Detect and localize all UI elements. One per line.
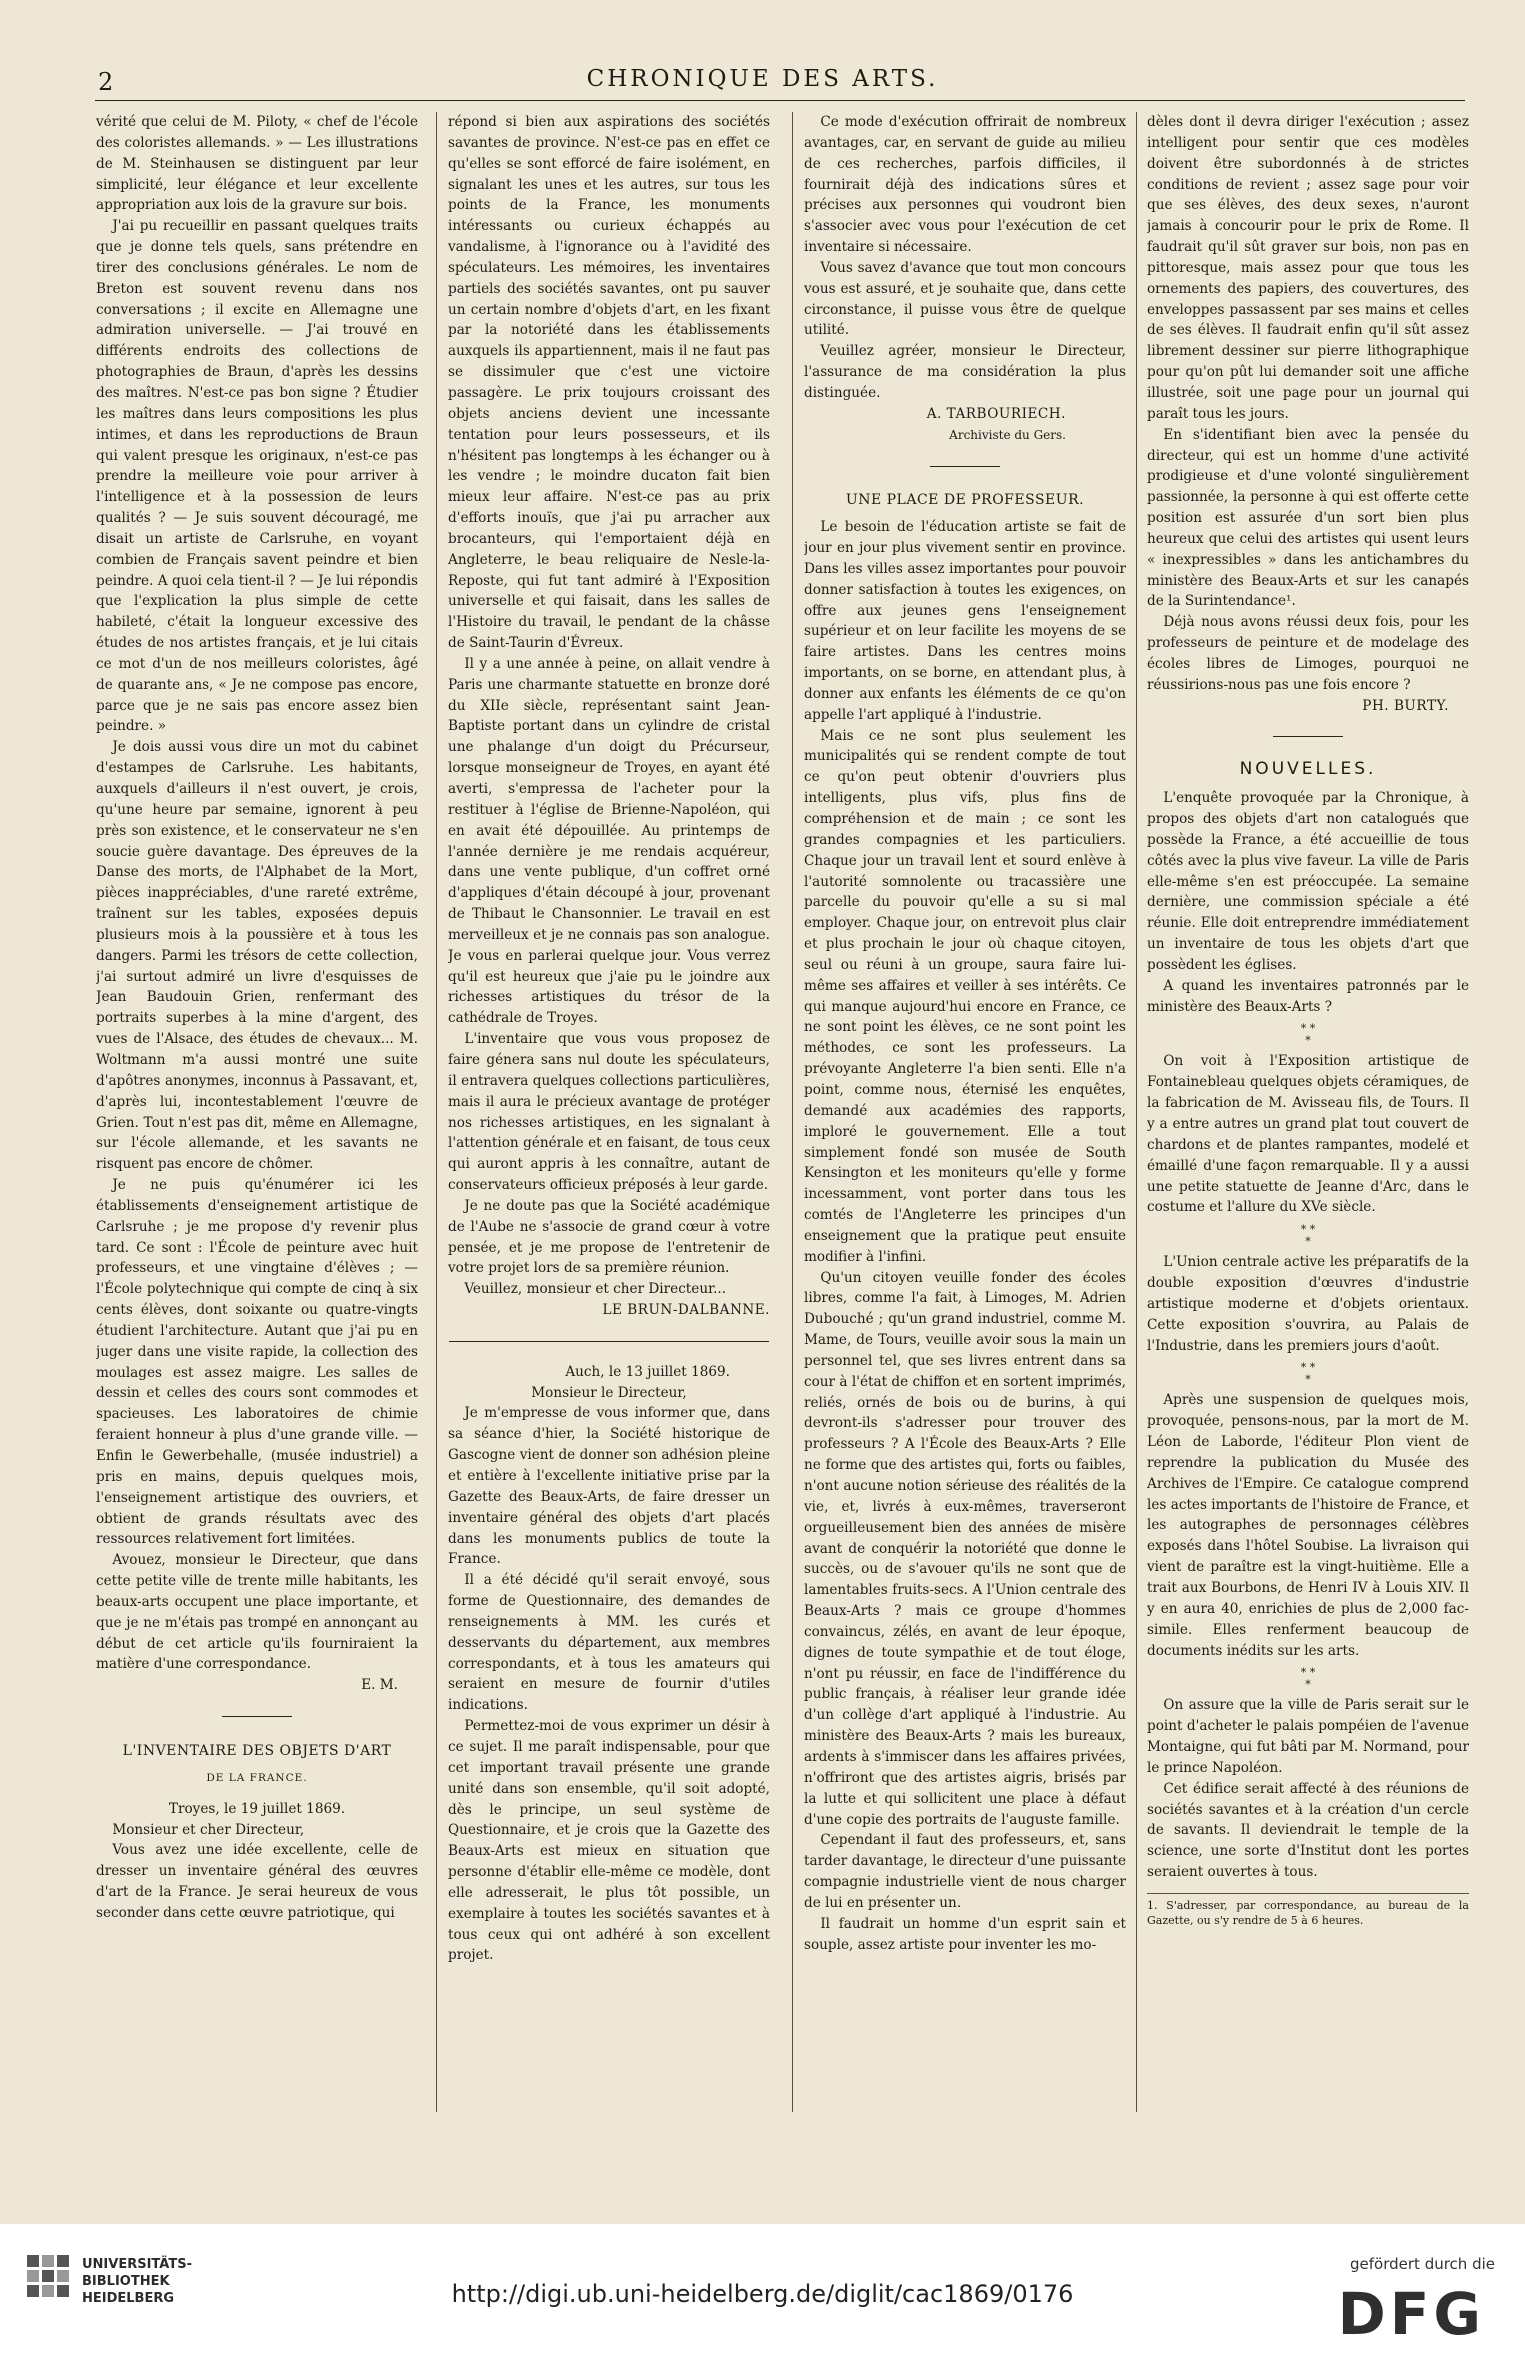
- asterism: * * *: [1300, 1223, 1316, 1249]
- paragraph: Ce mode d'exécution offrirait de nombreux avantages, car, en servant de guide au milieu de ces recherches, parfois difficiles, il fournirait déjà des indications sûres et précises aux personnes qui voudront bien s'associer avec vous pour l'exécution de cet inventaire si nécessaire.: [804, 114, 1126, 256]
- paragraph: Vous savez d'avance que tout mon concours vous est assuré, et je souhaite que, dans cette circonstance, il puisse vous être de quelque utilité.: [804, 259, 1126, 339]
- news-item: L'enquête provoquée par la Chronique, à propos des objets d'art non catalogués que possède la France, a été accueillie de tous côtés avec la plus vive faveur. La ville de Paris elle-même s'en est préoccupée. La semaine dernière, une commission spéciale a été réunie. Elle doit entreprendre immédiatement un inventaire de tous les objets d'art que possèdent les églises.: [1147, 790, 1469, 973]
- column-1: [96, 112, 418, 2112]
- asterism: * * *: [1300, 1022, 1316, 1048]
- paragraph: Je ne doute pas que la Société académique de l'Aube ne s'associe de grand cœur à votre pensée, et je me propose de l'entretenir de votre projet lors de sa première réunion.: [448, 1197, 770, 1277]
- article-title: UNE PLACE DE PROFESSEUR.: [845, 492, 1085, 509]
- article-subtitle: DE LA FRANCE.: [206, 1771, 308, 1784]
- column-divider: [436, 112, 437, 2112]
- news-item: Après une suspension de quelques mois, provoquée, pensons-nous, par la mort de M. Léon de Laborde, l'éditeur Plon vient de reprendre la publication du Musée des Archives de l'Empire. Ce catalogue comprend les actes importants de l'histoire de France, et les autographes de personnages célèbres exposés dans l'hôtel Soubise. La livraison qui vient de paraître est la vingt-huitième. Elle a trait aux Bourbons, de Henri IV à Louis XIV. Il y en aura 40, enrichies de plus de 2,000 fac-simile. Elles renferment beaucoup de documents inédits sur les arts.: [1147, 1392, 1469, 1659]
- paragraph: Déjà nous avons réussi deux fois, pour les professeurs de peinture et de modelage des écoles libres de Limoges, pourquoi ne réussirions-nous pas une fois encore ?: [1147, 614, 1469, 693]
- permalink-url[interactable]: http://digi.ub.uni-heidelberg.de/diglit/cac1869/0176: [451, 2280, 1074, 2308]
- column-4: [1147, 112, 1469, 2112]
- paragraph: Je m'empresse de vous informer que, dans sa séance d'hier, la Société historique de Gascogne vient de donner son adhésion pleine et entière à l'excellente initiative prise par la Gazette des Beaux-Arts, de faire dresser un inventaire général des objets d'art placés dans les monuments publics de toute la France.: [448, 1405, 770, 1568]
- paragraph: Il y a une année à peine, on allait vendre à Paris une charmante statuette en bronze doré du XIIe siècle, représentant saint Jean-Baptiste portant dans un cylindre de cristal une phalange d'un doigt du Précurseur, lorsque monseigneur de Troyes, en ayant été averti, s'empressa de l'acheter pour la restituer à l'église de Brienne-Napoléon, qui en avait été dépouillée. Au printemps de l'année dernière je me rendais acquéreur, dans une vente publique, d'un coffret orné d'appliques d'étain découpé à jour, provenant de Thibaut le Chansonnier. Le travail en est merveilleux et je ne connais pas son analogue. Je vous en parlerai quelque jour. Vous verrez qu'il est heureux que j'aie pu le joindre aux richesses artistiques du trésor de la cathédrale de Troyes.: [448, 655, 770, 1027]
- column-divider: [792, 112, 793, 2112]
- salutation: Monsieur et cher Directeur,: [112, 1821, 305, 1838]
- library-name: UNIVERSITÄTS- BIBLIOTHEK HEIDELBERG: [82, 2257, 192, 2306]
- page-number: 2: [98, 68, 114, 96]
- news-item: On assure que la ville de Paris serait sur le point d'acheter le palais pompéien de l'avenue Montaigne, qui fut bâti par M. Normand, pour le prince Napoléon.: [1147, 1697, 1469, 1776]
- column-divider: [1136, 112, 1137, 2112]
- news-item: L'Union centrale active les préparatifs de la double exposition d'œuvres d'industrie artistique moderne et d'objets orientaux. Cette exposition s'ouvrira, au Palais de l'Industrie, dans les premiers jours d'août.: [1147, 1254, 1469, 1354]
- news-item: Cet édifice serait affecté à des réunions de sociétés savantes et à la création d'un cercle de savants. Il deviendrait le temple de la science, une sorte d'Institut dont les portes seraient ouvertes à tous.: [1147, 1780, 1469, 1881]
- funding-label: gefördert durch die: [1350, 2255, 1495, 2273]
- paragraph: dèles dont il devra diriger l'exécution ; assez intelligent pour sentir que ces modèles doivent être subordonnés à de strictes conditions de revient ; assez sage pour voir que ses élèves, des deux sexes, n'auront jamais à concourir pour le prix de Rome. Il faudrait qu'il sût graver sur bois, non pas en pittoresque, mais assez pour que tous les ornements des papiers, des couvertures, des enveloppes passassent par ses mains et celles de ses élèves. Il faudrait enfin qu'il sût assez librement dessiner sur pierre lithographique pour qu'on pût lui demander soit une affiche illustrée, soit une page pour un journal qui paraît tous les jours.: [1147, 114, 1469, 422]
- ornament-rule: [1147, 726, 1469, 747]
- paragraph: Cependant il faut des professeurs, et, sans tarder davantage, le directeur d'une puissante compagnie industrielle vient de nous charger de lui en présenter un.: [804, 1832, 1126, 1911]
- footnote: 1. S'adresser, par correspondance, au bureau de la Gazette, ou s'y rendre de 5 à 6 heures.: [1147, 1893, 1469, 1928]
- paragraph: Il a été décidé qu'il serait envoyé, sous forme de Questionnaire, des demandes de renseignements à MM. les curés et desservants du département, aux membres correspondants, et à tous les amateurs qui seraient en mesure de fournir d'utiles indications.: [448, 1572, 770, 1714]
- header-rule: [95, 100, 1465, 101]
- signature-role: Archiviste du Gers.: [949, 427, 1066, 442]
- paragraph: Je ne puis qu'énumérer ici les établissements d'enseignement artistique de Carlsruhe ; je me propose d'y revenir plus tard. Ce sont : l'École de peinture avec huit professeurs, et une vingtaine d'élèves ; — l'École polytechnique qui compte de cinq à six cents élèves, dont soixante ou quatre-vingts étudient l'architecture. Autant que j'ai pu en juger dans une visite rapide, la collection des moulages est assez maigre. Les salles de dessin et celles des cours sont commodes et spacieuses. Les laboratoires de chimie feraient honneur à plus d'une grande ville. — Enfin le Gewerbehalle, (musée industriel) a pris en mains, depuis quelques mois, l'enseignement artistique des ouvriers, et obtient de grands résultats avec des ressources relativement fort limitées.: [96, 1177, 418, 1548]
- paragraph: J'ai pu recueillir en passant quelques traits que je donne tels quels, sans prétendre en tirer des conclusions générales. Le nom de Breton est souvent revenu dans nos conversations ; il excite en Allemagne une admiration universelle. — J'ai trouvé en différents endroits des collections de photographies de Braun, d'après les dessins des maîtres. N'est-ce pas bon signe ? Étudier les maîtres dans leurs compositions les plus intimes, et dans les reproductions de Braun qui valent presque les originaux, n'est-ce pas prendre la meilleure voie pour arriver à l'intelligence et à la possession de leurs qualités ? — Je suis souvent découragé, me disait un artiste de Carlsruhe, en voyant combien de Français savent peindre et bien peindre. A quoi cela tient-il ? — Je lui répondis que l'explication la plus simple de cette habileté, c'était la longueur excessive des études de nos artistes français, et je lui citais ce mot d'un de nos meilleurs coloristes, âgé de quarante ans, « Je ne compose pas encore, parce que je ne sais pas encore assez bien peindre. »: [96, 218, 418, 735]
- paragraph: Mais ce ne sont plus seulement les municipalités qui se rendent compte de tout ce qu'on peut obtenir d'ouvriers plus intelligents, plus vifs, plus fins de compréhension et de main ; ce sont les grandes compagnies et les particuliers. Chaque jour un travail lent et sourd enlève à l'autorité somnolente ou tracassière une parcelle du pouvoir qu'elle a su si mal employer. Chaque jour, on entrevoit plus clair et plus prochain le jour où chaque citoyen, seul ou réuni à un groupe, saura faire lui-même ses affaires et veiller à ses intérêts. Ce qui manque aujourd'hui encore en France, ce ne sont point les élèves, ce ne sont point les méthodes, ce sont les professeurs. La prévoyante Angleterre l'a bien senti. Elle n'a point, comme nous, éternisé les enquêtes, demandé aux académies des rapports, imploré le gouvernement. Elle a tout simplement fondé son musée de South Kensington et les moniteurs qu'elle y forme incessamment, vont porter dans tous les comtés de l'Angleterre les principes d'un enseignement que la pratique peut ensuite modifier à l'infini.: [804, 727, 1126, 1265]
- signature: E. M.: [361, 1677, 398, 1694]
- asterism: * * *: [1300, 1666, 1316, 1692]
- article-title: L'INVENTAIRE DES OBJETS D'ART: [122, 1742, 392, 1759]
- separator-rule: [448, 1331, 770, 1352]
- paragraph: Vous avez une idée excellente, celle de dresser un inventaire général des œuvres d'art de la France. Je serai heureux de vous seconder dans cette œuvre patriotique, qui: [96, 1842, 418, 1921]
- dateline: Troyes, le 19 juillet 1869.: [168, 1800, 346, 1817]
- dfg-logo: DFG: [1337, 2280, 1485, 2348]
- paragraph: Il faudrait un homme d'un esprit sain et souple, assez artiste pour inventer les mo-: [804, 1915, 1126, 1953]
- signature: PH. BURTY.: [1362, 697, 1449, 714]
- paragraph: Qu'un citoyen veuille fonder des écoles libres, comme l'a fait, à Limoges, M. Adrien Dubouché ; qu'un grand industriel, comme M. Mame, de Tours, veuille avoir sous la main un personnel tel, que ses livres entrent dans sa cour à l'état de chiffon et en sortent imprimés, reliés, ornés de bois ou de burins, à qui devront-ils s'adresser pour trouver des professeurs ? A l'École des Beaux-Arts ? Elle ne forme que des artistes qui, forts ou faibles, n'ont aucune notion sérieuse des réalités de la vie, et, livrés à eux-mêmes, traverseront orgueilleusement bien des années de misère avant de conquérir la notoriété que donne le succès, ou de s'avouer qu'ils ne sont que de lamentables fruits-secs. A l'Union centrale des Beaux-Arts ? mais ce groupe d'hommes convaincus, zélés, en avant de leur époque, dignes de toute sympathie et de tout éloge, n'ont pu réussir, en face de l'indifférence du public français, à réaliser leur grande idée d'un collège d'art appliqué à l'industrie. Au ministère des Beaux-Arts ? mais les bureaux, ardents à s'immiscer dans les affaires privées, n'offriront que des artistes aigris, brisés par la lutte et qui sollicitent une place à défaut d'une copie des portraits de l'auguste famille.: [804, 1269, 1126, 1828]
- salutation: Monsieur le Directeur,: [531, 1384, 687, 1401]
- paragraph: vérité que celui de M. Piloty, « chef de l'école des coloristes allemands. » — Les illustrations de M. Steinhausen se distinguent par leur simplicité, leur élégance et leur excellente appropriation aux lois de la gravure sur bois.: [96, 114, 418, 214]
- column-3: [804, 112, 1126, 2112]
- running-title: CHRONIQUE DES ARTS.: [586, 66, 939, 92]
- news-item: On voit à l'Exposition artistique de Fontainebleau quelques objets céramiques, de la fabrication de M. Avisseau fils, de Tours. Il y a entre autres un grand plat tout couvert de chardons et de plantes rampantes, modelé et émaillé d'une façon remarquable. Il y a aussi une petite statuette de Jeanne d'Arc, dans le costume et l'allure du XVe siècle.: [1147, 1053, 1469, 1216]
- paragraph: Veuillez, monsieur et cher Directeur...: [464, 1281, 727, 1298]
- column-2: [448, 112, 770, 2112]
- paragraph: Le besoin de l'éducation artiste se fait de jour en jour plus vivement sentir en province. Dans les villes assez importantes pour pouvoir donner satisfaction à toutes les exigences, on offre aux jeunes gens l'enseignement supérieur et on leur facilite les moyens de se faire artistes. Dans les centres moins importants, on se borne, en attendant plus, à donner aux enfants les éléments de ce qu'on appelle l'art appliqué à l'industrie.: [804, 519, 1126, 723]
- signature: A. TARBOURIECH.: [926, 405, 1066, 422]
- paragraph: Je dois aussi vous dire un mot du cabinet d'estampes de Carlsruhe. Les habitants, auxquels d'ailleurs il n'est ouvert, je crois, qu'une heure par semaine, ignorent à peu près son existence, et le conservateur ne s'en soucie guère davantage. Des épreuves de la Danse des morts, de l'Alphabet de la Mort, pièces inappréciables, d'une rareté extrême, traînent sur les tables, exposées depuis plusieurs mois à la poussière et à tous les dangers. Parmi les trésors de cette collection, j'ai surtout admiré un livre d'esquisses de Jean Baudouin Grien, renfermant des portraits superbes à la mine d'argent, des vues de l'Alsace, des études de chevaux... M. Woltmann m'a aussi montré une suite d'apôtres anonymes, inconnus à Passavant, et, d'après lui, incontestablement l'œuvre de Grien. Tout n'est pas dit, même en Allemagne, sur l'école allemande, et les savants ne risquent pas encore de chômer.: [96, 739, 418, 1173]
- signature: LE BRUN-DALBANNE.: [602, 1302, 770, 1319]
- paragraph: L'inventaire que vous vous proposez de faire génera sans nul doute les spéculateurs, il entravera quelques collections particulières, mais il aura le précieux avantage de protéger nos richesses artistiques, en les signalant à l'attention générale et en faisant, de tous ceux qui auront appris à les connaître, autant de conservateurs officieux préposés à leur garde.: [448, 1031, 770, 1194]
- paragraph: Veuillez agréer, monsieur le Directeur, l'assurance de ma considération la plus distinguée.: [804, 343, 1126, 401]
- ornament-rule: [804, 456, 1126, 477]
- section-title: NOUVELLES.: [1239, 759, 1377, 780]
- asterism: * * *: [1300, 1361, 1316, 1387]
- ornament-rule: [96, 1706, 418, 1727]
- paragraph: répond si bien aux aspirations des sociétés savantes de province. N'est-ce pas en effet ce qu'elles se sont efforcé de faire isolément, en signalant les unes et les autres, sur tous les points de la France, les monuments intéressants ou curieux échappés au vandalisme, à l'ignorance ou à l'avidité des spéculateurs. Les mémoires, les inventaires partiels des sociétés savantes, ont pu sauver un certain nombre d'objets d'art, en les fixant par la notoriété dans les établissements auxquels ils appartiennent, mais il ne faut pas se dissimuler que c'est une victoire passagère. Le prix toujours croissant des objets anciens devient une incessante tentation pour leurs possesseurs, et ils n'hésitent pas longtemps à les échanger ou à les vendre ; le moindre ducaton fait bien mieux leur affaire. N'est-ce pas au prix d'efforts inouïs, que j'ai pu arracher aux brocanteurs, qui l'emportaient déjà en Angleterre, le beau reliquaire de Nesle-la-Reposte, qui fut tant admiré à l'Exposition universelle et qui faisait, dans les salles de l'Histoire du travail, le pendant de la châsse de Saint-Taurin d'Évreux.: [448, 114, 770, 652]
- paragraph: En s'identifiant bien avec la pensée du directeur, qui est un homme d'une activité prodigieuse et d'une volonté singulièrement passionnée, la personne à qui est offerte cette position est assurée d'un sort bien plus heureux que celui des artistes qui usent leurs « inexpressibles » dans les antichambres du ministère des Beaux-Arts et sur les canapés de la Surintendance¹.: [1147, 426, 1469, 610]
- news-item: A quand les inventaires patronnés par le ministère des Beaux-Arts ?: [1147, 977, 1469, 1015]
- dateline: Auch, le 13 juillet 1869.: [565, 1363, 730, 1380]
- paragraph: Permettez-moi de vous exprimer un désir à ce sujet. Il me paraît indispensable, pour que cet important travail présente une grande unité dans son ensemble, qu'il soit adopté, dès le principe, un seul système de Questionnaire, et je crois que la Gazette des Beaux-Arts est mieux en situation que personne d'établir elle-même ce modèle, dont elle adresserait, le plus tôt possible, un exemplaire à toutes les sociétés savantes et à tous ceux qui ont adhéré à son excellent projet.: [448, 1718, 770, 1964]
- paragraph: Avouez, monsieur le Directeur, que dans cette petite ville de trente mille habitants, les beaux-arts occupent une place importante, et que je ne m'étais pas trompé en annonçant au début de cet article qu'ils fourniraient la matière d'une correspondance.: [96, 1552, 418, 1673]
